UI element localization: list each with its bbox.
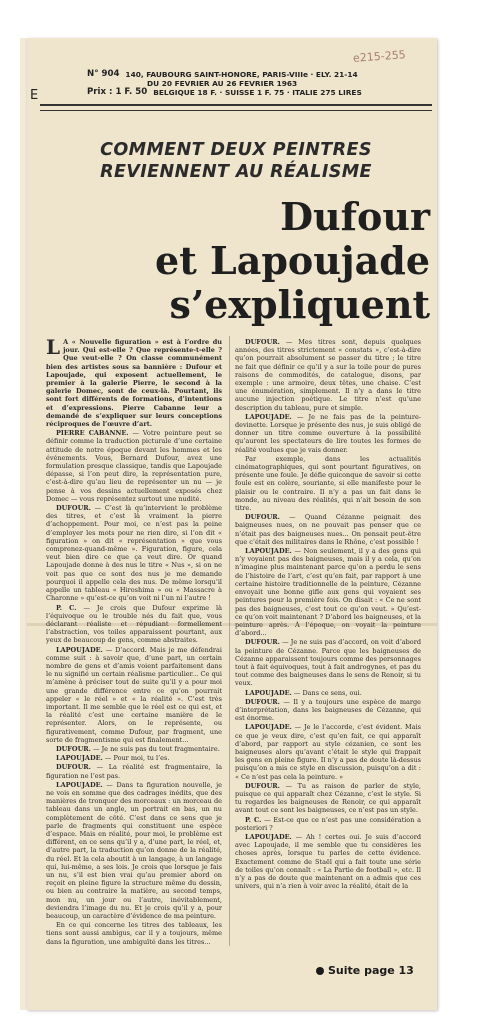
- dialogue-text: — C’est là qu’intervient le problème des titres, et c’est là vraiment la pierre d’achoppement. Pour moi, ce n’est pas la peine d’employer les mots pour ne rien dire, si l’on dit « figuration » on dit « représentation » que vous comprenez-quand-même ». Figuration, figure, cela veut bien dire ce que ça veut dire. Or quand Lapoujade donne à des nus le titre « Nus », si on ne voit pas que ce sont des nus je me demande pourquoi il appelle cela des nus. De même lorsqu’il appelle un tableau « Hiroshima » ou « Massacre à Charonne » qu’est-ce qu’on voit ni l’un ni l’autre !: [46, 504, 222, 603]
- dialogue-paragraph: [46, 781, 222, 920]
- intro-paragraph: [46, 335, 222, 429]
- edge-letter: E: [30, 88, 39, 103]
- top-rule-thin: [40, 110, 432, 111]
- dialogue-paragraph: [235, 782, 421, 815]
- drop-cap: L: [46, 335, 61, 359]
- dialogue-paragraph: [235, 338, 421, 412]
- speaker-name: DUFOUR.: [56, 504, 91, 513]
- dialogue-paragraph: [235, 689, 421, 697]
- intro-text: A « Nouvelle figuration » est à l’ordre du jour. Qui est-elle ? Que représente-t-elle ? Que veut-elle ? On classe communément bien des artistes sous sa bannière : Dufour et Lapoujade, qui exposent actuellement, le premier à la galerie Pierre, le second à la galerie Domec, sont de ceux-là. Pourtant, ils sont fort différents de formations, d’intentions et d’expressions. Pierre Cabanne leur a demandé de s’expliquer sur leurs conceptions réciproques de l’œuvre d’art.: [46, 338, 222, 429]
- headline-line-1: Dufour: [280, 194, 430, 239]
- dialogue-paragraph: [46, 921, 222, 946]
- dialogue-text: — Il y a toujours une espèce de marge d’interprétation, dans les baigneuses de Cézanne, qui est énorme.: [235, 697, 421, 723]
- dialogue-paragraph: [235, 816, 421, 832]
- dialogue-text: — Je ne fais pas de la peinture-devinette. Lorsque je présente des nus, je suis obligé de donner un titre comme ouverture à la possibilité qu’auront les spectateurs de lire toutes les formes de réalité voulues que je vais donner.: [235, 412, 421, 454]
- continued-text: Suite page 13: [328, 964, 414, 977]
- speaker-name: LAPOUJADE.: [56, 780, 103, 789]
- speaker-name: P. C.: [56, 603, 77, 612]
- dialogue-paragraph: [46, 429, 222, 503]
- price: Prix : 1 F. 50: [87, 87, 148, 97]
- continued-note: [316, 964, 414, 977]
- speaker-name: DUFOUR.: [245, 338, 280, 346]
- address: 140, FAUBOURG SAINT-HONORE, PARIS-VIIIe · ELY. 21-14: [125, 70, 358, 79]
- speaker-name: DUFOUR.: [245, 638, 280, 647]
- dialogue-text: — Je le l’accorde, c’est évident. Mais ce que je veux dire, c’est qu’en fait, ce qui apparaît d’abord, par rapport au style cézanien, ce sont les baigneuses alors qu’avant c’était le style qui frappait les gens en pleine figure. Il n’y a pas de doute là-dessus puisqu’on a mis ce style en discussion, puisqu’on a dit : « Ce n’est pas cela la peinture. »: [235, 723, 421, 781]
- speaker-name: LAPOUJADE.: [245, 412, 292, 421]
- dialogue-text: — Mes titres sont, depuis quelques années, des titres strictement « constats », c’est-à-dire qu’on pourrait absolument se passer du titre ; le titre ne fait que définir ce qu’il y a sur la toile pour de pures raisons de commodités, de catalogue, disons, par exemple : une armoire, deux têtes, une chaise. C’est une énumération, simplement. Il n’y a dans le titre aucune injection poétique. Le titre n’est qu’une description du tableau, pure et simple.: [235, 338, 421, 412]
- speaker-name: LAPOUJADE.: [245, 547, 292, 556]
- dialogue-text: — Je ne suis pas d’accord, on voit d’abord la peinture de Cézanne. Parce que les baigneuses de Cézanne apparaissent toujours comme des personnages tout à fait équivoques, tout à fait androgynes, et pas du tout comme des baigneuses dans le sens de Renoir, si tu veux.: [235, 638, 421, 688]
- dialogue-text: — La réalité est fragmentaire, la figuration ne l’est pas.: [46, 763, 222, 780]
- speaker-name: DUFOUR.: [245, 781, 280, 790]
- dialogue-text: — D’accord. Mais je me défendrai comme suit : à savoir que, d’une part, un certain nombre de gens et d’amis voient parfaitement dans le nu signifié un certain réalisme particulier... Ce qui m’amène à préciser tout de suite qu’il y a pour moi une grande différence entre ce qu’on pourrait appeler « le réel » et « la réalité ». C’est très important. Il me semble que le réel est ce qui est, et la réalité c’est une certaine manière de le représenter. Alors, on le représente, ou figurativement, comme Dufour, par fragment, une sorte de fragmentisme qui est finalement...: [46, 645, 222, 744]
- headline-line-3: s’expliquent: [169, 282, 430, 327]
- dialogue-paragraph: [235, 698, 421, 723]
- dialogue-paragraph: [46, 754, 222, 762]
- dialogue-text: — Dans ta figuration nouvelle, je ne vois en somme que des cadrages inédits, que des manières de tronquer des morceaux : un morceau de tableau dans un angle, un portrait en bas, un nu complètement de côté. C’est dans ce sens que je parle de fragments qui constituent une espèce d’espace. Mais en réalité, pour moi, le problème est différent, en ce sens qu’il y a, d’une part, le réel, et, d’autre part, la traduction qu’on donne de la réalité, du réel. Et la cela aboutit à un langage, à un langage qui, lui-même, a ses lois. Je crois que lorsque je fais un nu, s’il est bien vrai qu’au premier abord on reçoit en pleine figure la structure même du dessin, ou bien au contraire la matière, au second temps, mon nu, un jour ou l’autre, inévitablement, deviendra l’image du nu. Et je crois qu’il y a, pour beaucoup, un caractère d’évidence de ma peinture.: [46, 780, 222, 921]
- speaker-name: P. C.: [245, 815, 262, 824]
- speaker-name: LAPOUJADE.: [56, 645, 103, 654]
- dialogue-text: — Est-ce que ce n’est pas une considération a posteriori ?: [235, 815, 421, 832]
- speaker-name: LAPOUJADE.: [245, 832, 292, 841]
- bullet-icon: [316, 967, 324, 975]
- speaker-name: DUFOUR.: [56, 763, 91, 772]
- archive-reference: e215-255: [352, 48, 407, 65]
- kicker-line-1: COMMENT DEUX PEINTRES: [100, 140, 372, 160]
- dialogue-text: — Tu as raison de parler de style, puisque ce qui apparaît chez Cézanne, c’est le style. Si tu regardes les baigneuses de Renoir, ce qui apparaît avant tout ce sont les baigneuses, ce n’est pas un style.: [235, 781, 421, 815]
- issue-number: N° 904: [87, 69, 120, 79]
- speaker-name: LAPOUJADE.: [245, 723, 292, 732]
- headline-line-2: et Lapoujade: [155, 238, 430, 283]
- dialogue-text: — Quand Cézanne peignait des baigneuses nues, on ne pouvait pas penser que ce n’était pas des baigneuses nues... On pensait peut-être que c’était des militaires dans le Rhône, c’est possible !: [235, 513, 421, 546]
- dialogue-paragraph: [235, 638, 421, 687]
- dialogue-text: — Votre peinture peut se définir comme la traduction picturale d’une certaine attitude de notre époque devant les hommes et les événements. Vous, Bernard Dufour, avez une formulation presque classique, tandis que Lapoujade dépasse, si l’on peut dire, la représentation pure, c’est-à-dire qu’au lieu de représenter un nu — je pense à vos dessins actuellement exposés chez Domec — vous représentez surtout une nudité.: [46, 429, 222, 503]
- left-paragraphs: [46, 429, 222, 946]
- dialogue-paragraph: [235, 723, 421, 780]
- article-column-left: [46, 335, 222, 947]
- prices-abroad: BELGIQUE 18 F. · SUISSE 1 F. 75 · ITALIE 275 LIRES: [153, 88, 362, 97]
- dialogue-paragraph: [46, 745, 222, 753]
- speaker-name: DUFOUR.: [245, 513, 280, 522]
- top-rule: [40, 104, 432, 106]
- kicker-line-2: REVIENNENT AU RÉALISME: [100, 162, 372, 182]
- speaker-name: LAPOUJADE.: [245, 688, 292, 697]
- dialogue-text: — Non seulement, il y a des gens qui n’y voyaient pas des baigneuses, mais il y a cela, qu’on n’imagine plus maintenant parce qu’on a perdu le sens de l’histoire de l’art, c’est qu’en fait, par rapport à une certaine histoire traditionnelle de la peinture, Cézanne envoyait une bonne gifle aux gens qui voyaient ses peintures pour la première fois. On disait : « Ce ne sont pas des baigneuses, c’est tout ce qu’on veut. » Qu’est-ce qu’on voit maintenant ? D’abord les baigneuses, et la peinture après. À l’époque, on voyait la peinture d’abord...: [235, 547, 421, 638]
- dialogue-text: — Je crois que Dufour exprime là l’équivoque ou le trouble nés du fait que, vous déclarant réaliste et répudiant formellement l’abstraction, vos toiles apparaissent pourtant, aux yeux de beaucoup de gens, comme abstraites.: [46, 603, 222, 645]
- dialogue-paragraph: [235, 455, 421, 512]
- dialogue-paragraph: [46, 763, 222, 779]
- dialogue-text: — Ah ! certes oui. Je suis d’accord avec Lapoujade, il me semble que tu considères les choses après, lorsque tu parles de cette évidence. Exactement comme de Staël qui a fait toute une série de toiles qu’on connaît : « La Partie de football », etc. Il n’y a pas de doute que maintenant on a admis que ces univers, qui n’a rien à voir avec la réalité, était de la: [235, 832, 421, 891]
- dialogue-paragraph: [235, 547, 421, 637]
- dialogue-paragraph: [46, 504, 222, 602]
- dialogue-text: Par exemple, dans les actualités cinématographiques, qui sont pourtant figuratives, on présente une foule. Je défie quiconque de savoir si cette foule est en colère, souriante, si elle manifeste pour le plaisir ou le contraire. Il n’y a pas un fait dans le monde, au niveau des réalités, qui n’ait besoin de son titre.: [235, 454, 421, 513]
- right-paragraphs: [235, 338, 421, 890]
- article-column-right: [235, 338, 421, 891]
- dialogue-text: — Dans ce sens, oui.: [293, 688, 362, 697]
- column-rule: [229, 336, 230, 946]
- dialogue-paragraph: [46, 604, 222, 645]
- dialogue-paragraph: [235, 413, 421, 454]
- dialogue-paragraph: [46, 646, 222, 744]
- masthead: [87, 70, 435, 97]
- speaker-name: PIERRE CABANNE.: [56, 429, 129, 438]
- speaker-name: DUFOUR.: [56, 744, 91, 753]
- dialogue-paragraph: [235, 513, 421, 546]
- dialogue-text: — Pour moi, tu l’es.: [104, 754, 170, 763]
- speaker-name: DUFOUR.: [245, 697, 280, 706]
- dialogue-paragraph: [235, 833, 421, 890]
- dialogue-text: — Je ne suis pas du tout fragmentaire.: [93, 744, 220, 753]
- issue-dates: DU 20 FEVRIER AU 26 FEVRIER 1963: [147, 79, 298, 88]
- speaker-name: LAPOUJADE.: [56, 754, 103, 763]
- dialogue-text: En ce qui concerne les titres des tableaux, les tiens sont aussi ambigus, car il y a toujours, même dans la figuration, une ambiguïté dans les titres...: [46, 921, 222, 946]
